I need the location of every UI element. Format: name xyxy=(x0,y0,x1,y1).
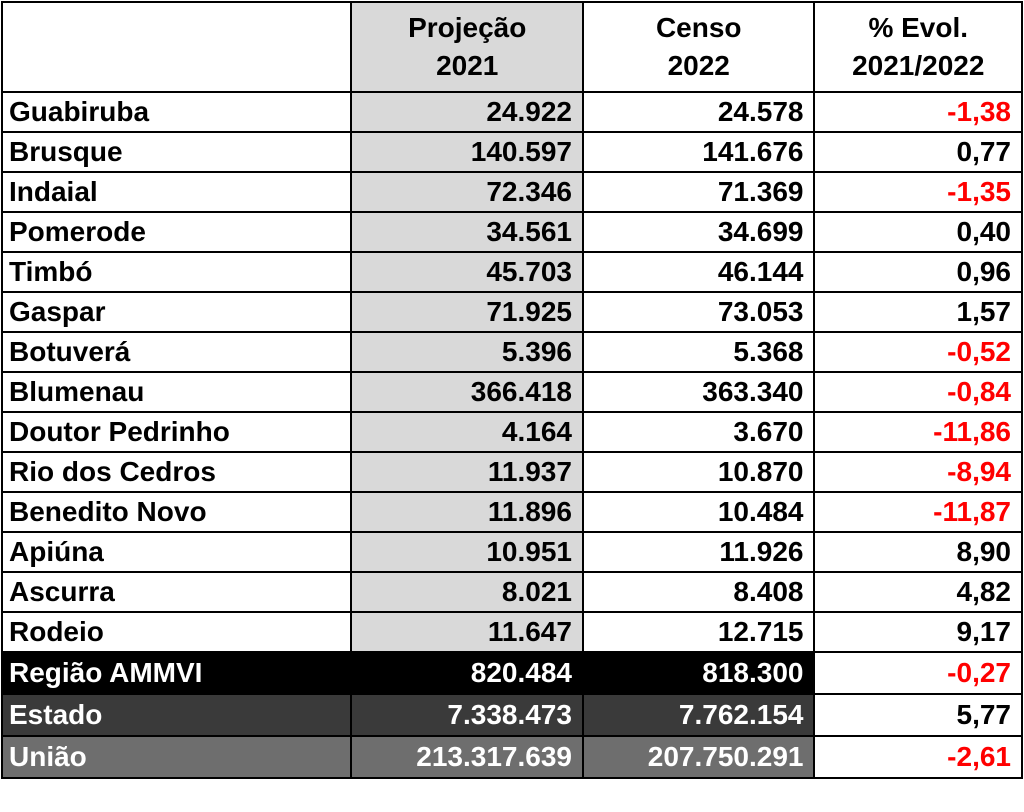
census-value: 8.408 xyxy=(583,572,815,612)
evolution-percent: 9,17 xyxy=(814,612,1022,652)
projection-value: 11.896 xyxy=(351,492,583,532)
municipality-name: Guabiruba xyxy=(2,92,351,132)
census-value: 11.926 xyxy=(583,532,815,572)
evolution-percent: -0,52 xyxy=(814,332,1022,372)
projection-value: 4.164 xyxy=(351,412,583,452)
projection-value: 24.922 xyxy=(351,92,583,132)
summary-census-value: 7.762.154 xyxy=(583,694,815,736)
projection-value: 8.021 xyxy=(351,572,583,612)
summary-census-value: 207.750.291 xyxy=(583,736,815,778)
summary-row-regiao xyxy=(2,652,1022,694)
evolution-percent: 0,77 xyxy=(814,132,1022,172)
table-row xyxy=(2,372,1022,412)
table-row xyxy=(2,92,1022,132)
municipality-name: Benedito Novo xyxy=(2,492,351,532)
evolution-percent: -11,87 xyxy=(814,492,1022,532)
table-row xyxy=(2,212,1022,252)
header-municipality xyxy=(2,2,351,92)
evolution-percent: 8,90 xyxy=(814,532,1022,572)
municipality-name: Botuverá xyxy=(2,332,351,372)
table-row xyxy=(2,172,1022,212)
census-value: 10.484 xyxy=(583,492,815,532)
summary-name: Região AMMVI xyxy=(2,652,351,694)
projection-value: 34.561 xyxy=(351,212,583,252)
evolution-percent: 1,57 xyxy=(814,292,1022,332)
census-value: 363.340 xyxy=(583,372,815,412)
table-row xyxy=(2,252,1022,292)
table-header xyxy=(2,2,1022,92)
municipality-name: Apiúna xyxy=(2,532,351,572)
table-row xyxy=(2,572,1022,612)
table-row xyxy=(2,492,1022,532)
projection-value: 71.925 xyxy=(351,292,583,332)
header-projection xyxy=(351,2,583,92)
census-value: 71.369 xyxy=(583,172,815,212)
projection-value: 72.346 xyxy=(351,172,583,212)
evolution-percent: 0,40 xyxy=(814,212,1022,252)
projection-value: 5.396 xyxy=(351,332,583,372)
municipality-name: Rio dos Cedros xyxy=(2,452,351,492)
projection-value: 140.597 xyxy=(351,132,583,172)
header-projection-line2: 2021 xyxy=(436,50,499,81)
header-census-line1: Censo xyxy=(655,12,742,43)
summary-evolution-percent: 5,77 xyxy=(814,694,1022,736)
census-value: 24.578 xyxy=(583,92,815,132)
census-value: 141.676 xyxy=(583,132,815,172)
census-value: 73.053 xyxy=(583,292,815,332)
header-evolution-line1: % Evol. xyxy=(868,12,969,43)
header-row xyxy=(2,2,1022,92)
header-census xyxy=(583,2,815,92)
summary-name: União xyxy=(2,736,351,778)
table-row xyxy=(2,332,1022,372)
header-evolution xyxy=(814,2,1022,92)
census-value: 12.715 xyxy=(583,612,815,652)
municipality-name: Doutor Pedrinho xyxy=(2,412,351,452)
municipality-name: Brusque xyxy=(2,132,351,172)
census-value: 5.368 xyxy=(583,332,815,372)
summary-projection-value: 7.338.473 xyxy=(351,694,583,736)
table-row xyxy=(2,532,1022,572)
table-row xyxy=(2,452,1022,492)
summary-evolution-percent: -2,61 xyxy=(814,736,1022,778)
projection-value: 366.418 xyxy=(351,372,583,412)
evolution-percent: -1,38 xyxy=(814,92,1022,132)
census-value: 10.870 xyxy=(583,452,815,492)
table-body xyxy=(2,92,1022,778)
municipality-name: Timbó xyxy=(2,252,351,292)
census-value: 34.699 xyxy=(583,212,815,252)
evolution-percent: -11,86 xyxy=(814,412,1022,452)
evolution-percent: -8,94 xyxy=(814,452,1022,492)
header-evolution-line2: 2021/2022 xyxy=(852,50,985,81)
population-table xyxy=(1,1,1023,779)
municipality-name: Gaspar xyxy=(2,292,351,332)
summary-projection-value: 820.484 xyxy=(351,652,583,694)
summary-projection-value: 213.317.639 xyxy=(351,736,583,778)
census-value: 46.144 xyxy=(583,252,815,292)
summary-row-estado xyxy=(2,694,1022,736)
table-row xyxy=(2,132,1022,172)
projection-value: 11.937 xyxy=(351,452,583,492)
projection-value: 45.703 xyxy=(351,252,583,292)
municipality-name: Pomerode xyxy=(2,212,351,252)
summary-name: Estado xyxy=(2,694,351,736)
header-projection-line1: Projeção xyxy=(408,12,527,43)
evolution-percent: 0,96 xyxy=(814,252,1022,292)
summary-evolution-percent: -0,27 xyxy=(814,652,1022,694)
census-value: 3.670 xyxy=(583,412,815,452)
municipality-name: Indaial xyxy=(2,172,351,212)
municipality-name: Ascurra xyxy=(2,572,351,612)
municipality-name: Rodeio xyxy=(2,612,351,652)
header-census-line2: 2022 xyxy=(667,50,730,81)
projection-value: 10.951 xyxy=(351,532,583,572)
evolution-percent: -1,35 xyxy=(814,172,1022,212)
summary-row-uniao xyxy=(2,736,1022,778)
projection-value: 11.647 xyxy=(351,612,583,652)
municipality-name: Blumenau xyxy=(2,372,351,412)
table-row xyxy=(2,612,1022,652)
summary-census-value: 818.300 xyxy=(583,652,815,694)
table-row xyxy=(2,292,1022,332)
evolution-percent: -0,84 xyxy=(814,372,1022,412)
table-row xyxy=(2,412,1022,452)
evolution-percent: 4,82 xyxy=(814,572,1022,612)
